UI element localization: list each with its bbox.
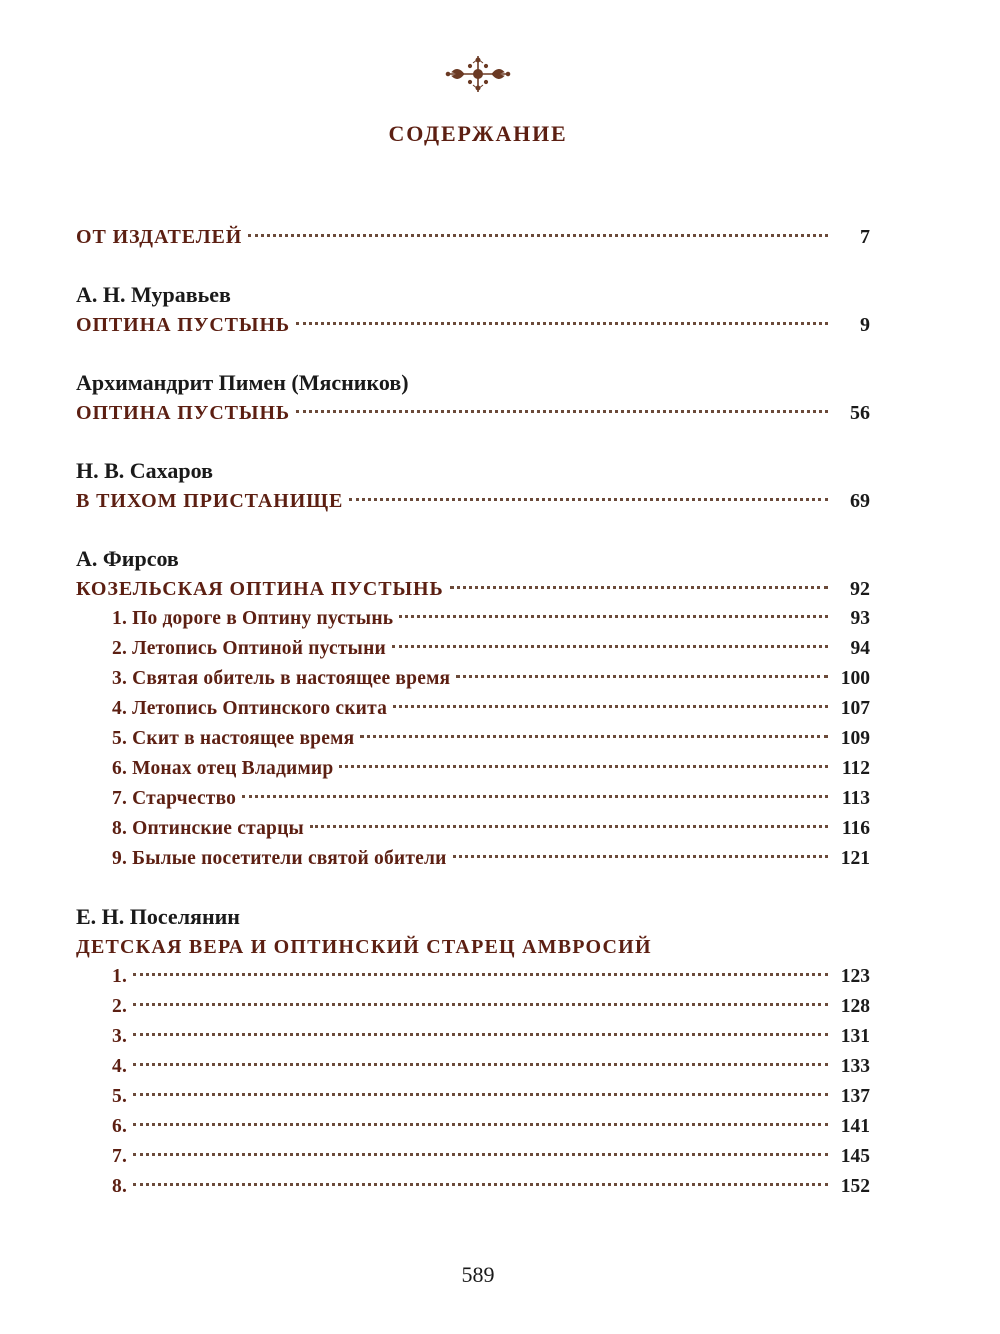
dot-leader (339, 765, 828, 768)
chapter-title: 6. Монах отец Владимир (112, 758, 334, 779)
dot-leader (133, 1063, 828, 1066)
chapter-title: 3. (112, 1026, 128, 1047)
toc-chapter[interactable] (76, 724, 870, 754)
toc-entry[interactable] (76, 486, 870, 516)
page-number: 589 (461, 1262, 495, 1287)
chapter-title: 6. (112, 1116, 128, 1137)
chapter-title: 7. (112, 1146, 128, 1167)
toc-entry[interactable] (76, 310, 870, 340)
toc-chapter[interactable] (76, 1052, 870, 1082)
chapter-page: 121 (840, 848, 870, 869)
toc-chapter[interactable] (76, 634, 870, 664)
chapter-title: 2. Летопись Оптиной пустыни (112, 638, 386, 659)
dot-leader (133, 1153, 828, 1156)
chapter-title: 8. (112, 1176, 128, 1197)
dot-leader (456, 675, 828, 678)
dot-leader (133, 1093, 828, 1096)
toc-entry-from-publishers[interactable] (76, 222, 870, 252)
dot-leader (450, 586, 828, 589)
dot-leader (133, 1003, 828, 1006)
entry-page: 69 (850, 490, 870, 512)
chapter-page: 113 (841, 788, 870, 809)
chapter-title: 2. (112, 996, 128, 1017)
entry-title: В ТИХОМ ПРИСТАНИЩЕ (76, 490, 344, 512)
entry-page: 56 (850, 402, 870, 424)
author-name: Н. В. Сахаров (76, 458, 213, 483)
chapter-page: 137 (840, 1086, 870, 1107)
chapter-page: 100 (840, 668, 870, 689)
dot-leader (133, 973, 828, 976)
entry-title: ОТ ИЗДАТЕЛЕЙ (76, 226, 243, 248)
toc-chapter[interactable] (76, 784, 870, 814)
section-title: ДЕТСКАЯ ВЕРА И ОПТИНСКИЙ СТАРЕЦ АМВРОСИЙ (76, 936, 652, 958)
toc-chapter[interactable] (76, 814, 870, 844)
dot-leader (296, 322, 828, 325)
toc-chapter[interactable] (76, 1082, 870, 1112)
dot-leader (453, 855, 828, 858)
chapter-page: 107 (840, 698, 870, 719)
chapter-page: 112 (841, 758, 870, 779)
dot-leader (393, 705, 828, 708)
contents-heading: СОДЕРЖАНИЕ (388, 121, 568, 146)
chapter-title: 5. (112, 1086, 128, 1107)
chapter-page: 145 (840, 1146, 870, 1167)
chapter-title: 1. По дороге в Оптину пустынь (112, 608, 394, 629)
chapter-page: 133 (840, 1056, 870, 1077)
toc-chapter[interactable] (76, 844, 870, 874)
chapter-title: 1. (112, 966, 128, 987)
author-name: А. Н. Муравьев (76, 282, 231, 307)
chapter-page: 93 (850, 608, 870, 629)
author-name: Архимандрит Пимен (Мясников) (76, 370, 409, 395)
table-of-contents (76, 222, 870, 1202)
entry-page: 92 (850, 578, 870, 600)
chapter-title: 8. Оптинские старцы (112, 818, 304, 839)
toc-entry[interactable] (76, 398, 870, 428)
chapter-page: 116 (841, 818, 870, 839)
entry-title: ОПТИНА ПУСТЫНЬ (76, 314, 291, 336)
dot-leader (248, 234, 828, 237)
dot-leader (399, 615, 828, 618)
entry-title: ОПТИНА ПУСТЫНЬ (76, 402, 291, 424)
toc-chapter[interactable] (76, 604, 870, 634)
dot-leader (392, 645, 828, 648)
chapter-title: 4. Летопись Оптинского скита (112, 698, 388, 719)
chapter-title: 9. Былые посетители святой обители (112, 848, 447, 869)
toc-chapter[interactable] (76, 1172, 870, 1202)
toc-entry[interactable] (76, 574, 870, 604)
toc-chapter[interactable] (76, 1022, 870, 1052)
chapter-title: 4. (112, 1056, 128, 1077)
chapter-page: 109 (840, 728, 870, 749)
chapter-page: 94 (850, 638, 870, 659)
dot-leader (296, 410, 828, 413)
chapter-title: 3. Святая обитель в настоящее время (112, 668, 451, 689)
entry-page: 9 (860, 314, 870, 336)
chapter-page: 128 (840, 996, 870, 1017)
entry-title: КОЗЕЛЬСКАЯ ОПТИНА ПУСТЫНЬ (76, 578, 444, 600)
dot-leader (133, 1183, 828, 1186)
toc-chapter[interactable] (76, 664, 870, 694)
toc-chapter[interactable] (76, 1112, 870, 1142)
entry-page: 7 (860, 226, 870, 248)
decorative-fleuron-icon (442, 52, 514, 96)
toc-chapter[interactable] (76, 992, 870, 1022)
dot-leader (310, 825, 828, 828)
dot-leader (242, 795, 828, 798)
chapter-page: 152 (840, 1176, 870, 1197)
chapter-page: 131 (840, 1026, 870, 1047)
dot-leader (133, 1123, 828, 1126)
chapter-title: 7. Старчество (112, 788, 237, 809)
dot-leader (360, 735, 828, 738)
toc-chapter[interactable] (76, 1142, 870, 1172)
toc-chapter[interactable] (76, 754, 870, 784)
chapter-page: 123 (840, 966, 870, 987)
dot-leader (349, 498, 828, 501)
author-name: Е. Н. Поселянин (76, 904, 240, 929)
author-name: А. Фирсов (76, 546, 179, 571)
chapter-title: 5. Скит в настоящее время (112, 728, 355, 749)
toc-chapter[interactable] (76, 962, 870, 992)
toc-chapter[interactable] (76, 694, 870, 724)
chapter-page: 141 (840, 1116, 870, 1137)
dot-leader (133, 1033, 828, 1036)
